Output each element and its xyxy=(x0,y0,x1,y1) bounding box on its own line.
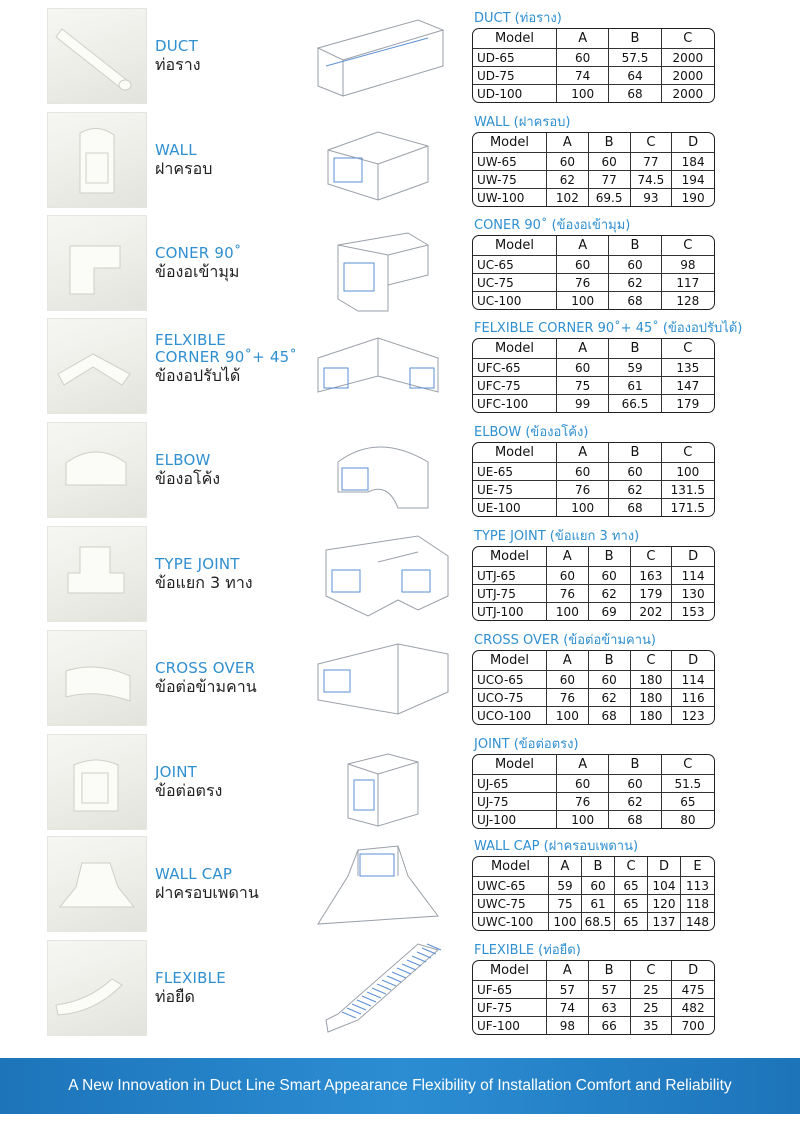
type-joint-product-photo xyxy=(47,526,147,622)
dimension-cell: 100 xyxy=(557,811,609,828)
flexible-name-en: FLEXIBLE xyxy=(155,969,226,987)
model-cell: UCO-65 xyxy=(473,671,547,689)
flexible-corner-product-photo xyxy=(47,318,147,414)
duct-dimension-diagram xyxy=(298,8,450,108)
model-cell: UFC-65 xyxy=(473,359,557,377)
table-header-cell: D xyxy=(672,547,714,567)
dimension-cell: 68 xyxy=(609,811,661,828)
wall-cap-product-photo xyxy=(47,836,147,932)
table-row xyxy=(473,463,714,481)
dimension-cell: 60 xyxy=(557,463,609,481)
dimension-cell: 59 xyxy=(609,359,661,377)
table-header-row xyxy=(473,29,714,49)
table-header-row xyxy=(473,651,714,671)
dimension-cell: 63 xyxy=(589,999,631,1017)
dimension-cell: 60 xyxy=(589,671,631,689)
dimension-cell: 114 xyxy=(672,671,714,689)
flexible-corner-table-title: FELXIBLE CORNER 90˚+ 45˚ (ข้องอปรับได้) xyxy=(474,321,743,336)
dimension-cell: 74 xyxy=(547,999,589,1017)
table-header-cell: B xyxy=(589,961,631,981)
dimension-cell: 62 xyxy=(547,171,589,189)
model-cell: UJ-65 xyxy=(473,775,557,793)
dimension-cell: 60 xyxy=(557,359,609,377)
table-row xyxy=(473,171,714,189)
dimension-cell: 51.5 xyxy=(662,775,714,793)
flexible-dimension-diagram xyxy=(298,940,450,1040)
table-header-cell: C xyxy=(662,443,714,463)
table-header-cell: A xyxy=(549,857,582,877)
dimension-cell: 120 xyxy=(648,895,681,913)
table-header-row xyxy=(473,857,714,877)
dimension-cell: 114 xyxy=(672,567,714,585)
table-header-cell: C xyxy=(662,339,714,359)
wall-table-title: WALL (ฝาครอบ) xyxy=(474,115,571,130)
wall-cap-dimension-diagram xyxy=(298,836,450,936)
dimension-cell: 64 xyxy=(609,67,661,85)
coner-90-dimension-diagram xyxy=(298,215,450,315)
dimension-cell: 57.5 xyxy=(609,49,661,67)
dimension-cell: 100 xyxy=(547,707,589,724)
model-cell: UD-75 xyxy=(473,67,557,85)
joint-spec-table xyxy=(472,754,715,829)
joint-product-photo xyxy=(47,734,147,830)
table-row xyxy=(473,49,714,67)
dimension-cell: 75 xyxy=(557,377,609,395)
dimension-cell: 194 xyxy=(672,171,714,189)
coner-90-spec-table xyxy=(472,235,715,310)
wall-name-en: WALL xyxy=(155,141,197,159)
table-header-row xyxy=(473,547,714,567)
dimension-cell: 2000 xyxy=(662,67,714,85)
wall-cap-spec-table xyxy=(472,856,715,931)
dimension-cell: 77 xyxy=(631,153,673,171)
table-header-cell: A xyxy=(557,236,609,256)
dimension-cell: 68 xyxy=(609,499,661,516)
dimension-cell: 475 xyxy=(672,981,714,999)
table-header-cell: Model xyxy=(473,755,557,775)
dimension-cell: 148 xyxy=(686,914,709,929)
dimension-cell: 98 xyxy=(662,256,714,274)
table-row xyxy=(473,377,714,395)
table-header-cell: Model xyxy=(473,29,557,49)
table-row xyxy=(473,877,714,895)
dimension-cell: 113 xyxy=(681,877,714,895)
model-cell: UWC-65 xyxy=(473,877,549,895)
table-header-cell: C xyxy=(615,857,648,877)
dimension-cell: 76 xyxy=(547,585,589,603)
table-row xyxy=(473,481,714,499)
dimension-cell: 62 xyxy=(589,689,631,707)
dimension-cell: 60 xyxy=(589,567,631,585)
duct-name xyxy=(155,38,315,74)
dimension-cell: 62 xyxy=(609,793,661,811)
flexible-spec-table xyxy=(472,960,715,1035)
dimension-cell: 60 xyxy=(547,567,589,585)
dimension-cell: 61 xyxy=(609,377,661,395)
dimension-cell: 180 xyxy=(631,707,673,724)
model-cell: UTJ-65 xyxy=(473,567,547,585)
table-header-cell: A xyxy=(557,755,609,775)
type-joint-name-th: ข้อแยก 3 ทาง xyxy=(155,573,253,592)
dimension-cell: 179 xyxy=(676,396,700,411)
elbow-spec-table xyxy=(472,442,715,517)
footer-banner: A New Innovation in Duct Line Smart Appearance Flexibility of Installation Comfort and Reliability xyxy=(0,1058,800,1114)
table-header-cell: D xyxy=(672,961,714,981)
dimension-cell: 190 xyxy=(681,190,705,205)
dimension-cell: 57 xyxy=(589,981,631,999)
elbow-name xyxy=(155,452,315,488)
table-header-cell: A xyxy=(547,651,589,671)
table-row xyxy=(473,913,714,930)
table-header-cell: C xyxy=(631,133,673,153)
dimension-cell: 60 xyxy=(582,877,615,895)
dimension-cell: 163 xyxy=(631,567,673,585)
wall-cap-name-th: ฝาครอบเพดาน xyxy=(155,883,259,902)
table-header-cell: B xyxy=(609,29,661,49)
dimension-cell: 60 xyxy=(589,153,631,171)
dimension-cell: 76 xyxy=(557,793,609,811)
flexible-corner-spec-table xyxy=(472,338,715,413)
elbow-name-en: ELBOW xyxy=(155,451,211,469)
model-cell: UE-100 xyxy=(473,499,557,516)
dimension-cell: 202 xyxy=(631,603,673,620)
table-header-cell: A xyxy=(547,961,589,981)
dimension-cell: 128 xyxy=(676,293,700,308)
table-header-row xyxy=(473,236,714,256)
table-row xyxy=(473,274,714,292)
table-header-cell: Model xyxy=(473,443,557,463)
table-row xyxy=(473,981,714,999)
model-cell: UTJ-75 xyxy=(473,585,547,603)
table-header-cell: Model xyxy=(473,236,557,256)
dimension-cell: 179 xyxy=(631,585,673,603)
table-row xyxy=(473,499,714,516)
flexible-corner-name-en-line2: CORNER 90˚+ 45˚ xyxy=(155,348,298,366)
dimension-cell: 482 xyxy=(672,999,714,1017)
dimension-cell: 137 xyxy=(648,913,681,930)
model-cell: UC-100 xyxy=(473,292,557,309)
table-row xyxy=(473,689,714,707)
dimension-cell: 77 xyxy=(589,171,631,189)
dimension-cell: 60 xyxy=(557,49,609,67)
coner-90-product-photo xyxy=(47,215,147,311)
dimension-cell: 74 xyxy=(557,67,609,85)
joint-name xyxy=(155,764,315,800)
table-row xyxy=(473,603,714,620)
dimension-cell: 180 xyxy=(631,671,673,689)
table-row xyxy=(473,395,714,412)
cross-over-spec-table xyxy=(472,650,715,725)
table-header-cell: A xyxy=(557,443,609,463)
dimension-cell: 100 xyxy=(557,499,609,516)
elbow-product-photo xyxy=(47,422,147,518)
model-cell: UE-65 xyxy=(473,463,557,481)
table-header-row xyxy=(473,133,714,153)
table-row xyxy=(473,256,714,274)
table-row xyxy=(473,585,714,603)
model-cell: UWC-100 xyxy=(473,913,549,930)
wall-cap-name xyxy=(155,866,315,902)
dimension-cell: 98 xyxy=(547,1017,589,1034)
table-header-cell: D xyxy=(672,133,714,153)
dimension-cell: 69.5 xyxy=(589,189,631,206)
model-cell: UCO-100 xyxy=(473,707,547,724)
dimension-cell: 62 xyxy=(609,481,661,499)
dimension-cell: 59 xyxy=(549,877,582,895)
table-header-cell: C xyxy=(631,961,673,981)
table-header-cell: B xyxy=(589,547,631,567)
dimension-cell: 100 xyxy=(557,292,609,309)
wall-name-th: ฝาครอบ xyxy=(155,159,213,178)
flexible-corner-name-th: ข้องอปรับได้ xyxy=(155,366,241,385)
dimension-cell: 700 xyxy=(681,1018,705,1033)
dimension-cell: 76 xyxy=(547,689,589,707)
type-joint-table-title: TYPE JOINT (ข้อแยก 3 ทาง) xyxy=(474,529,640,544)
table-row xyxy=(473,189,714,206)
model-cell: UC-65 xyxy=(473,256,557,274)
model-cell: UF-65 xyxy=(473,981,547,999)
coner-90-table-title: CONER 90˚ (ข้องอเข้ามุม) xyxy=(474,218,631,233)
wall-dimension-diagram xyxy=(298,112,450,212)
dimension-cell: 147 xyxy=(662,377,714,395)
dimension-cell: 60 xyxy=(609,775,661,793)
dimension-cell: 65 xyxy=(615,895,648,913)
wall-cap-name-en: WALL CAP xyxy=(155,865,233,883)
model-cell: UCO-75 xyxy=(473,689,547,707)
dimension-cell: 100 xyxy=(662,463,714,481)
table-header-row xyxy=(473,443,714,463)
dimension-cell: 171.5 xyxy=(670,500,705,515)
dimension-cell: 100 xyxy=(549,913,582,930)
flexible-name xyxy=(155,970,315,1006)
type-joint-dimension-diagram xyxy=(298,526,450,626)
dimension-cell: 68 xyxy=(609,292,661,309)
table-row xyxy=(473,775,714,793)
table-header-row xyxy=(473,961,714,981)
dimension-cell: 68 xyxy=(589,707,631,724)
dimension-cell: 75 xyxy=(549,895,582,913)
dimension-cell: 60 xyxy=(609,463,661,481)
dimension-cell: 184 xyxy=(672,153,714,171)
dimension-cell: 66.5 xyxy=(609,395,661,412)
cross-over-name-th: ข้อต่อข้ามคาน xyxy=(155,677,257,696)
dimension-cell: 69 xyxy=(589,603,631,620)
type-joint-spec-table xyxy=(472,546,715,621)
table-header-cell: A xyxy=(557,29,609,49)
table-row xyxy=(473,793,714,811)
wall-cap-table-title: WALL CAP (ฝาครอบเพดาน) xyxy=(474,839,639,854)
joint-name-th: ข้อต่อตรง xyxy=(155,781,223,800)
table-row xyxy=(473,153,714,171)
dimension-cell: 130 xyxy=(672,585,714,603)
dimension-cell: 93 xyxy=(631,189,673,206)
table-header-cell: Model xyxy=(473,857,549,877)
duct-name-en: DUCT xyxy=(155,37,198,55)
cross-over-name-en: CROSS OVER xyxy=(155,659,256,677)
joint-name-en: JOINT xyxy=(155,763,198,781)
duct-product-photo xyxy=(47,8,147,104)
table-header-cell: B xyxy=(582,857,615,877)
dimension-cell: 76 xyxy=(557,481,609,499)
model-cell: UF-100 xyxy=(473,1017,547,1034)
table-header-cell: A xyxy=(557,339,609,359)
dimension-cell: 118 xyxy=(681,895,714,913)
cross-over-name xyxy=(155,660,315,696)
flexible-product-photo xyxy=(47,940,147,1036)
dimension-cell: 35 xyxy=(631,1017,673,1034)
table-row xyxy=(473,567,714,585)
table-row xyxy=(473,895,714,913)
flexible-corner-name-en: FELXIBLE xyxy=(155,331,226,349)
dimension-cell: 80 xyxy=(680,812,696,827)
table-header-row xyxy=(473,339,714,359)
table-row xyxy=(473,1017,714,1034)
table-header-cell: A xyxy=(547,547,589,567)
model-cell: UTJ-100 xyxy=(473,603,547,620)
dimension-cell: 153 xyxy=(681,604,705,619)
cross-over-product-photo xyxy=(47,630,147,726)
table-header-cell: B xyxy=(589,133,631,153)
model-cell: UW-75 xyxy=(473,171,547,189)
flexible-corner-dimension-diagram xyxy=(298,318,450,418)
table-row xyxy=(473,85,714,102)
table-row xyxy=(473,292,714,309)
dimension-cell: 123 xyxy=(681,708,705,723)
duct-table-title: DUCT (ท่อราง) xyxy=(474,11,562,26)
dimension-cell: 100 xyxy=(547,603,589,620)
dimension-cell: 131.5 xyxy=(662,481,714,499)
table-header-cell: C xyxy=(662,755,714,775)
wall-name xyxy=(155,142,315,178)
dimension-cell: 60 xyxy=(557,775,609,793)
model-cell: UD-65 xyxy=(473,49,557,67)
dimension-cell: 65 xyxy=(615,913,648,930)
model-cell: UF-75 xyxy=(473,999,547,1017)
dimension-cell: 57 xyxy=(547,981,589,999)
table-header-cell: A xyxy=(547,133,589,153)
wall-product-photo xyxy=(47,112,147,208)
table-row xyxy=(473,999,714,1017)
dimension-cell: 180 xyxy=(631,689,673,707)
table-header-cell: D xyxy=(672,651,714,671)
table-header-cell: Model xyxy=(473,339,557,359)
duct-spec-table xyxy=(472,28,715,103)
elbow-name-th: ข้องอโค้ง xyxy=(155,469,221,488)
table-header-cell: C xyxy=(662,29,714,49)
table-row xyxy=(473,359,714,377)
dimension-cell: 116 xyxy=(672,689,714,707)
model-cell: UWC-75 xyxy=(473,895,549,913)
table-header-cell: B xyxy=(609,236,661,256)
type-joint-name-en: TYPE JOINT xyxy=(155,555,240,573)
table-row xyxy=(473,811,714,828)
dimension-cell: 68 xyxy=(609,85,661,102)
model-cell: UJ-75 xyxy=(473,793,557,811)
duct-name-th: ท่อราง xyxy=(155,55,201,74)
dimension-cell: 61 xyxy=(582,895,615,913)
table-header-cell: B xyxy=(609,443,661,463)
flexible-name-th: ท่อยืด xyxy=(155,987,195,1006)
dimension-cell: 2000 xyxy=(672,86,704,101)
dimension-cell: 74.5 xyxy=(631,171,673,189)
dimension-cell: 104 xyxy=(648,877,681,895)
dimension-cell: 60 xyxy=(609,256,661,274)
dimension-cell: 60 xyxy=(557,256,609,274)
cross-over-table-title: CROSS OVER (ข้อต่อข้ามคาน) xyxy=(474,633,656,648)
dimension-cell: 66 xyxy=(589,1017,631,1034)
dimension-cell: 60 xyxy=(547,153,589,171)
model-cell: UJ-100 xyxy=(473,811,557,828)
joint-table-title: JOINT (ข้อต่อตรง) xyxy=(474,737,579,752)
model-cell: UW-65 xyxy=(473,153,547,171)
dimension-cell: 100 xyxy=(557,85,609,102)
table-header-cell: Model xyxy=(473,547,547,567)
elbow-table-title: ELBOW (ข้องอโค้ง) xyxy=(474,425,589,440)
dimension-cell: 62 xyxy=(609,274,661,292)
table-header-cell: C xyxy=(631,547,673,567)
table-header-cell: C xyxy=(662,236,714,256)
type-joint-name xyxy=(155,556,315,592)
model-cell: UD-100 xyxy=(473,85,557,102)
coner-90-name-en: CONER 90˚ xyxy=(155,244,242,262)
coner-90-name xyxy=(155,245,315,281)
flexible-corner-name xyxy=(155,332,315,385)
table-header-cell: E xyxy=(681,857,714,877)
coner-90-name-th: ข้องอเข้ามุม xyxy=(155,262,240,281)
dimension-cell: 68.5 xyxy=(582,913,615,930)
table-header-cell: D xyxy=(648,857,681,877)
cross-over-dimension-diagram xyxy=(298,630,450,730)
dimension-cell: 117 xyxy=(662,274,714,292)
dimension-cell: 76 xyxy=(557,274,609,292)
table-header-cell: B xyxy=(609,339,661,359)
model-cell: UW-100 xyxy=(473,189,547,206)
dimension-cell: 65 xyxy=(615,877,648,895)
dimension-cell: 25 xyxy=(631,981,673,999)
table-header-cell: C xyxy=(631,651,673,671)
model-cell: UFC-100 xyxy=(473,395,557,412)
table-header-cell: Model xyxy=(473,961,547,981)
joint-dimension-diagram xyxy=(298,734,450,834)
model-cell: UC-75 xyxy=(473,274,557,292)
dimension-cell: 65 xyxy=(662,793,714,811)
table-row xyxy=(473,707,714,724)
dimension-cell: 62 xyxy=(589,585,631,603)
table-header-row xyxy=(473,755,714,775)
model-cell: UE-75 xyxy=(473,481,557,499)
dimension-cell: 25 xyxy=(631,999,673,1017)
model-cell: UFC-75 xyxy=(473,377,557,395)
dimension-cell: 99 xyxy=(557,395,609,412)
dimension-cell: 102 xyxy=(547,189,589,206)
wall-spec-table xyxy=(472,132,715,207)
table-header-cell: B xyxy=(589,651,631,671)
table-header-cell: Model xyxy=(473,651,547,671)
table-row xyxy=(473,67,714,85)
flexible-table-title: FLEXIBLE (ท่อยืด) xyxy=(474,943,581,958)
dimension-cell: 60 xyxy=(547,671,589,689)
table-header-cell: B xyxy=(609,755,661,775)
elbow-dimension-diagram xyxy=(298,422,450,522)
dimension-cell: 135 xyxy=(662,359,714,377)
table-row xyxy=(473,671,714,689)
dimension-cell: 2000 xyxy=(662,49,714,67)
table-header-cell: Model xyxy=(473,133,547,153)
